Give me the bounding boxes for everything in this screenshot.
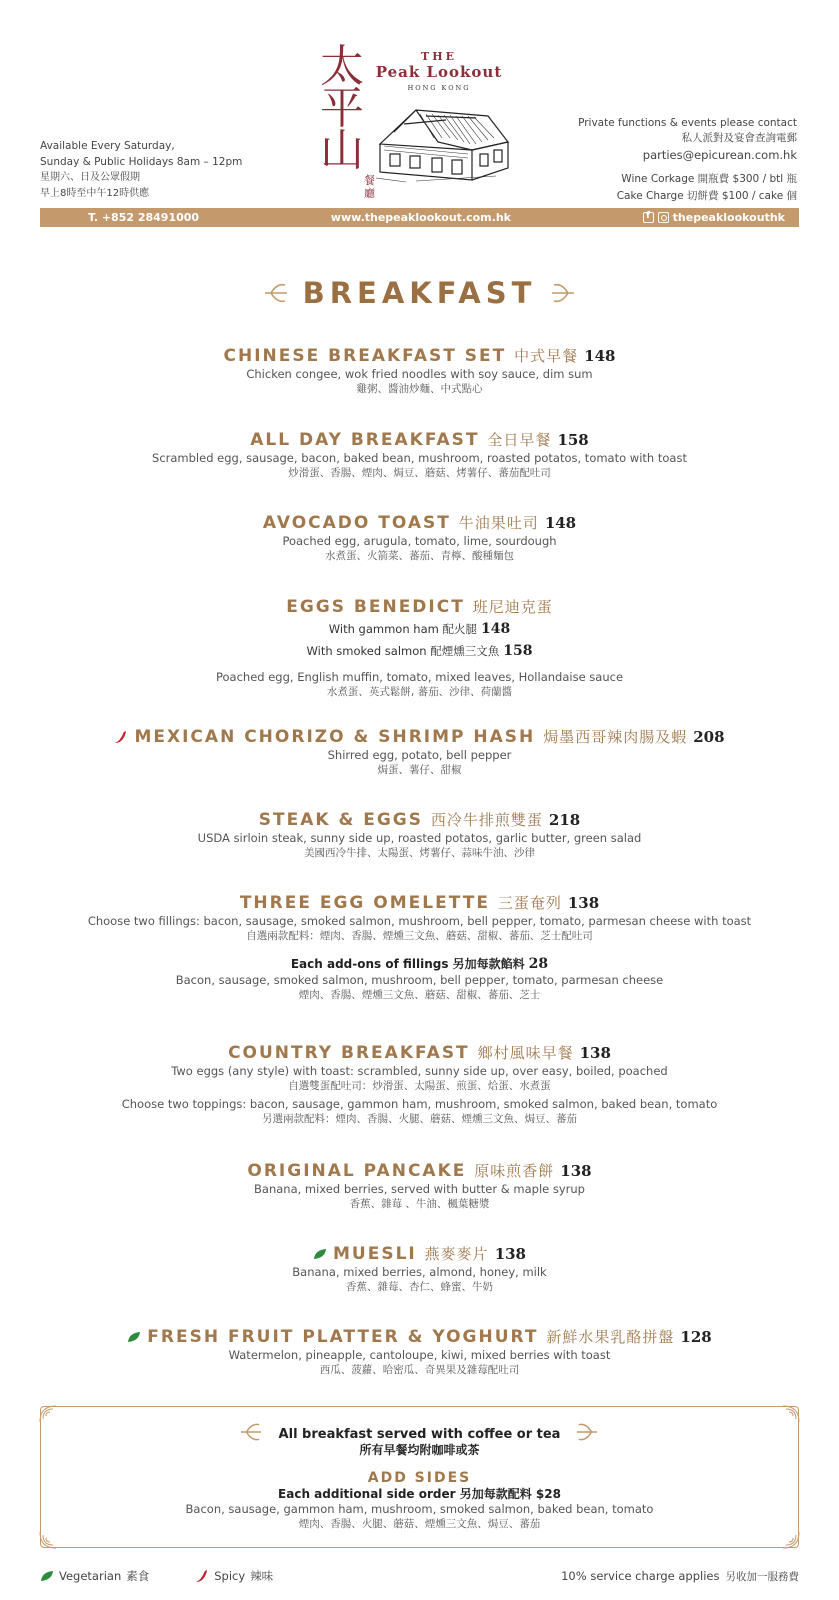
menu-item-chinese-breakfast [0, 345, 839, 396]
item-name: MEXICAN CHORIZO & SHRIMP HASH [134, 727, 536, 747]
menu-item-muesli [0, 1243, 839, 1294]
item-description: Two eggs (any style) with toast: scrambled, sunny side up, over easy, boiled, poached [171, 1064, 668, 1078]
availability-info [40, 138, 242, 202]
corkage-fee: Wine Corkage 開瓶費 $300 / btl 瓶 [621, 173, 797, 185]
menu-title-text: BREAKFAST [302, 276, 537, 310]
item-name: MUESLI [333, 1244, 417, 1264]
item-name: ORIGINAL PANCAKE [247, 1161, 467, 1181]
fees-info [578, 171, 797, 205]
add-sides-price: Each additional side order 另加每款配料 $28 [278, 1487, 561, 1501]
leaf-icon [40, 1570, 54, 1582]
item-name: AVOCADO TOAST [262, 513, 451, 533]
service-charge-text-zh: 另收加一服務費 [725, 1570, 799, 1583]
menu-item-chorizo-shrimp-hash [0, 726, 839, 777]
availability-line: Sunday & Public Holidays 8am – 12pm [40, 156, 243, 168]
logo-wordmark [364, 50, 514, 92]
item-description-zh: 自選兩款配料：煙肉、香腸、煙燻三文魚、蘑菇、甜椒、蕃茄、芝士配吐司 [246, 930, 593, 942]
ornament-right-icon [550, 281, 576, 305]
item-option [0, 618, 839, 640]
logo-char: 平 [320, 83, 364, 134]
item-price: 158 [557, 431, 589, 449]
menu-item-eggs-benedict [0, 596, 839, 699]
menu-item-fruit-platter [0, 1326, 839, 1377]
item-name: EGGS BENEDICT [286, 597, 465, 617]
logo-city: HONG KONG [407, 84, 471, 92]
phone-number[interactable]: T. +852 28491000 [88, 211, 200, 224]
item-name-zh: 鄉村風味早餐 [477, 1044, 574, 1062]
coffee-note: All breakfast served with coffee or tea [278, 1427, 561, 1442]
add-sides-title: ADD SIDES [367, 1470, 472, 1486]
facebook-icon [643, 212, 654, 223]
logo-chinese-sub: 餐廳 [364, 174, 375, 200]
menu-item-three-egg-omelette [0, 892, 839, 1002]
item-name: COUNTRY BREAKFAST [228, 1043, 470, 1063]
social-handle[interactable] [643, 211, 785, 224]
item-price: 208 [693, 728, 725, 746]
restaurant-logo [316, 41, 516, 200]
item-price: 218 [548, 811, 581, 829]
info-bar [40, 208, 799, 227]
contact-line: Private functions & events please contact [578, 117, 797, 129]
item-name: THREE EGG OMELETTE [239, 893, 490, 913]
menu-header [0, 0, 839, 230]
item-description-zh: 自選雙蛋配吐司：炒滑蛋、太陽蛋、煎蛋、烚蛋、水煮蛋 [288, 1080, 551, 1092]
contact-line-zh: 私人派對及宴會查詢電郵 [681, 132, 797, 144]
ornament-left-icon [263, 281, 289, 305]
availability-line: 星期六、日及公眾假期 [40, 172, 140, 183]
menu-item-avocado-toast [0, 512, 839, 563]
leaf-icon [313, 1248, 327, 1260]
ornament-right-icon [575, 1421, 599, 1443]
legend-label-zh: 辣味 [250, 1569, 274, 1583]
item-description: USDA sirloin steak, sunny side up, roasted potatos, garlic butter, green salad [197, 831, 642, 845]
availability-line: Available Every Saturday, [40, 140, 175, 152]
item-price: 138 [567, 894, 600, 912]
item-description-zh: 雞粥、醬油炒麵、中式點心 [356, 383, 483, 395]
item-description-zh: 香蕉、雜莓 、牛油、楓葉糖漿 [349, 1198, 490, 1210]
item-name-zh: 牛油果吐司 [458, 514, 539, 532]
menu-footer [40, 1566, 799, 1586]
corner-ornament-icon [782, 1405, 800, 1423]
legend-vegetarian [40, 1568, 149, 1584]
cake-fee: Cake Charge 切餅費 $100 / cake 個 [616, 190, 797, 202]
item-name: STEAK & EGGS [258, 810, 423, 830]
item-description: Chicken congee, wok fried noodles with soy sauce, dim sum [246, 367, 593, 381]
item-description: Scrambled egg, sausage, bacon, baked bean, mushroom, roasted potatos, tomato with toast [152, 451, 687, 465]
item-name: CHINESE BREAKFAST SET [223, 346, 507, 366]
logo-char: 山 [320, 125, 364, 176]
menu-item-all-day-breakfast [0, 429, 839, 480]
leaf-icon [127, 1331, 141, 1343]
item-name-zh: 班尼迪克蛋 [472, 598, 553, 616]
legend-spicy [195, 1568, 273, 1584]
item-price: 148 [544, 514, 577, 532]
house-illustration-icon [376, 102, 512, 184]
social-handle-text: thepeaklookouthk [672, 211, 785, 224]
item-description: Choose two fillings: bacon, sausage, smoked salmon, mushroom, bell pepper, tomato, parmesan cheese with toast [87, 914, 752, 928]
logo-name: Peak Lookout [375, 63, 503, 81]
item-description-zh: 水煮蛋、英式鬆餅, 蕃茄、沙律、荷蘭醬 [326, 686, 513, 698]
addon-description: Bacon, sausage, smoked salmon, mushroom, bell pepper, tomato, parmesan cheese [175, 973, 664, 987]
corner-ornament-icon [39, 1405, 57, 1423]
item-price: 138 [560, 1162, 592, 1180]
item-description-zh: 美國西冷牛排、太陽蛋、烤薯仔、蒜味牛油、沙律 [304, 847, 535, 859]
legend-label-zh: 素食 [126, 1569, 150, 1583]
legend-label: Spicy [214, 1569, 246, 1583]
contact-email-link[interactable]: parties@epicurean.com.hk [642, 148, 797, 162]
item-description-zh: 西瓜、菠蘿、哈密瓜、奇異果及雜莓配吐司 [319, 1364, 520, 1376]
logo-char: 太 [320, 41, 364, 92]
instagram-icon [658, 212, 669, 223]
item-price: 138 [579, 1044, 611, 1062]
menu-title [0, 276, 839, 312]
item-description: Poached egg, English muffin, tomato, mixed leaves, Hollandaise sauce [215, 670, 624, 684]
contact-info [578, 116, 797, 205]
website-link[interactable]: www.thepeaklookout.com.hk [330, 211, 511, 224]
item-description-2-zh: 另選兩款配料：煙肉、香腸、火腿、蘑菇、煙燻三文魚、焗豆、蕃茄 [262, 1113, 577, 1125]
add-sides-description: Bacon, sausage, gammon ham, mushroom, smoked salmon, baked bean, tomato [185, 1502, 654, 1516]
item-name-zh: 新鮮水果乳酪拼盤 [546, 1328, 675, 1346]
item-name-zh: 三蛋奄列 [497, 894, 562, 912]
item-name: FRESH FRUIT PLATTER & YOGHURT [147, 1327, 539, 1347]
option-price: 158 [503, 643, 533, 659]
ornament-left-icon [239, 1421, 263, 1443]
menu-item-country-breakfast [0, 1042, 839, 1126]
item-description: Banana, mixed berries, served with butter & maple syrup [254, 1182, 585, 1196]
logo-the: THE [421, 50, 457, 63]
addon-label: Each add-ons of fillings 另加每款餡料 [290, 957, 525, 971]
option-label: With smoked salmon 配煙燻三文魚 [306, 644, 500, 658]
item-description-zh: 焗蛋、薯仔、甜椒 [377, 764, 462, 776]
item-description-2: Choose two toppings: bacon, sausage, gammon ham, mushroom, smoked salmon, baked bean, tomato [121, 1097, 718, 1111]
sides-box [40, 1406, 799, 1548]
item-price: 148 [584, 347, 616, 365]
item-name-zh: 中式早餐 [514, 347, 579, 365]
item-description: Shirred egg, potato, bell pepper [327, 748, 512, 762]
add-sides-description-zh: 煙肉、香腸、火腿、蘑菇、煙燻三文魚、焗豆、蕃茄 [298, 1518, 541, 1530]
item-addon [0, 955, 839, 973]
item-price: 128 [680, 1328, 712, 1346]
item-option [0, 640, 839, 662]
chili-icon [195, 1569, 209, 1583]
service-charge-text: 10% service charge applies [561, 1568, 720, 1583]
corner-ornament-icon [39, 1531, 57, 1549]
menu-item-steak-eggs [0, 809, 839, 860]
chili-icon [114, 730, 128, 744]
item-description-zh: 水煮蛋、火箭菜、蕃茄、青檸、酸種麵包 [325, 550, 514, 562]
item-description-zh: 炒滑蛋、香腸、煙肉、焗豆、蘑菇、烤薯仔、蕃茄配吐司 [288, 467, 551, 479]
item-name-zh: 西冷牛排煎雙蛋 [430, 811, 543, 829]
addon-description-zh: 煙肉、香腸、煙燻三文魚、蘑菇、甜椒、蕃茄、芝士 [298, 989, 541, 1001]
item-name-zh: 燕麥麥片 [424, 1245, 489, 1263]
coffee-note-zh: 所有早餐均附咖啡或茶 [359, 1443, 480, 1457]
legend-label: Vegetarian [59, 1569, 122, 1583]
item-description: Poached egg, arugula, tomato, lime, sourdough [282, 534, 557, 548]
item-name-zh: 焗墨西哥辣肉腸及蝦 [543, 728, 688, 746]
item-name-zh: 原味煎香餅 [474, 1162, 555, 1180]
item-description-zh: 香蕉、雜莓、杏仁、蜂蜜、牛奶 [346, 1281, 493, 1293]
item-description: Watermelon, pineapple, cantoloupe, kiwi, mixed berries with toast [228, 1348, 611, 1362]
option-price: 148 [480, 621, 511, 637]
item-price: 138 [494, 1245, 526, 1263]
addon-price: 28 [528, 956, 549, 972]
item-name-zh: 全日早餐 [487, 431, 552, 449]
menu-item-original-pancake [0, 1160, 839, 1211]
availability-line: 早上8時至中午12時供應 [40, 188, 150, 199]
logo-chinese-name [316, 41, 368, 176]
item-description: Banana, mixed berries, almond, honey, milk [292, 1265, 547, 1279]
option-label: With gammon ham 配火腿 [328, 622, 477, 636]
service-charge-note [561, 1569, 799, 1584]
item-name: ALL DAY BREAKFAST [250, 430, 480, 450]
corner-ornament-icon [782, 1531, 800, 1549]
